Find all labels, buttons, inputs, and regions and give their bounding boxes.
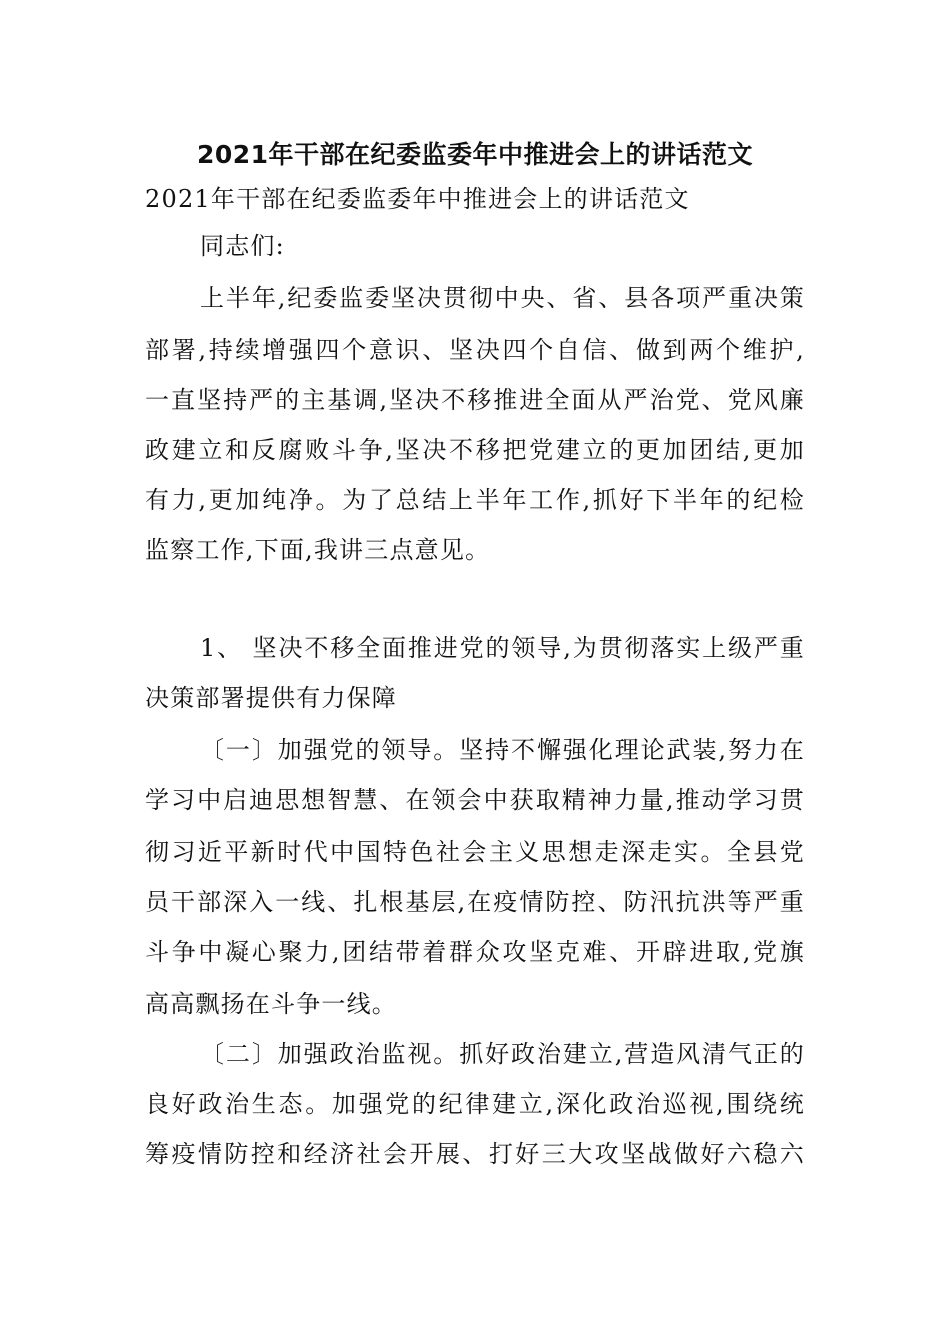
text-line: 监察工作,下面,我讲三点意见。 [145, 536, 491, 564]
text-line: 1、 坚决不移全面推进党的领导,为贯彻落实上级严重 [200, 634, 805, 662]
text-line: 彻习近平新时代中国特色社会主义思想走深走实。全县党 [145, 838, 805, 866]
text-line: 〔二〕加强政治监视。抓好政治建立,营造风清气正的 [200, 1040, 805, 1068]
text-line: 有力,更加纯净。为了总结上半年工作,抓好下半年的纪检 [145, 486, 805, 514]
text-line: 高高飘扬在斗争一线。 [145, 990, 397, 1018]
text-line: 良好政治生态。加强党的纪律建立,深化政治巡视,围绕统 [145, 1090, 805, 1118]
text-line: 学习中启迪思想智慧、在领会中获取精神力量,推动学习贯 [145, 786, 805, 814]
text-line: 筹疫情防控和经济社会开展、打好三大攻坚战做好六稳六 [145, 1140, 805, 1168]
document-title: 2021年干部在纪委监委年中推进会上的讲话范文 [196, 140, 754, 169]
text-line: 决策部署提供有力保障 [145, 684, 397, 712]
text-line: 〔一〕加强党的领导。坚持不懈强化理论武装,努力在 [200, 736, 805, 764]
text-line: 斗争中凝心聚力,团结带着群众攻坚克难、开辟进取,党旗 [145, 938, 805, 966]
text-line: 上半年,纪委监委坚决贯彻中央、省、县各项严重决策 [200, 284, 805, 312]
text-line: 一直坚持严的主基调,坚决不移推进全面从严治党、党风廉 [145, 386, 805, 414]
text-line: 员干部深入一线、扎根基层,在疫情防控、防汛抗洪等严重 [145, 888, 805, 916]
text-line: 同志们: [200, 232, 285, 260]
text-line: 2021年干部在纪委监委年中推进会上的讲话范文 [145, 185, 690, 213]
text-line: 部署,持续增强四个意识、坚决四个自信、做到两个维护, [145, 336, 805, 364]
text-line: 政建立和反腐败斗争,坚决不移把党建立的更加团结,更加 [145, 436, 805, 464]
